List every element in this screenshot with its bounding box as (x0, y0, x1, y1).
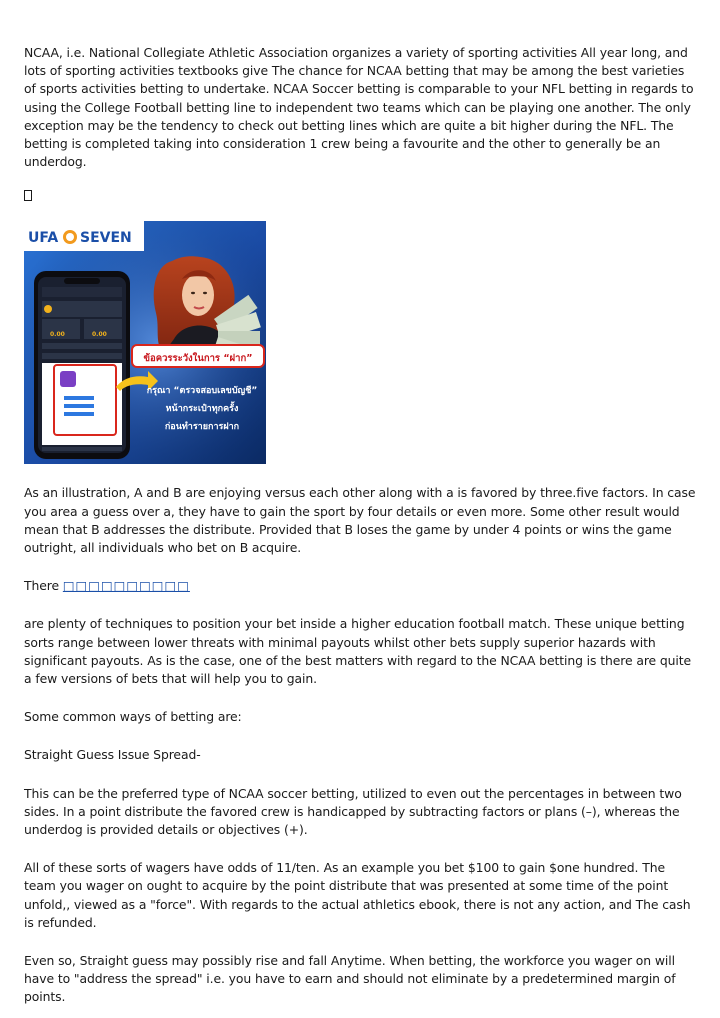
phone-mockup (34, 271, 130, 459)
paragraph-bet-techniques: are plenty of techniques to position your bet inside a higher education football match. These unique betting sorts range between lower threats with minimal payouts whilst other bets supply superior hazards with significant payouts. As is the case, one of the best matters with regard to the NCAA betting is there are quite a few versions of bets that will help you to gain. (24, 616, 692, 687)
paragraph-straight-guess-heading: Straight Guess Issue Spread- (24, 747, 201, 763)
paragraph-ncaa-intro: NCAA, i.e. National Collegiate Athletic Association organizes a variety of sporting activities All year long, and lots of sporting activities textbooks give The chance for NCAA betting that may be among the best varieties of sports activities betting to undertake. NCAA Soccer betting is comparable to your NFL betting in regards to using the College Football betting line to independent two teams which can be playing one another. The only exception may be the tendency to check out betting lines which are quite a bit higher during the NFL. The betting is completed taking into consideration 1 crew being a favourite and the other to generally be an underdog. (24, 45, 694, 170)
there-prefix: There (24, 578, 63, 594)
paragraph-there-link (24, 577, 696, 595)
banner-line-1: กรุณา “ตรวจสอบเลขบัญชี” (146, 386, 258, 397)
banner-headline: ข้อควรระวังในการ “ฝาก” (143, 353, 253, 365)
paragraph-example-spread: As an illustration, A and B are enjoying versus each other along with a is favored by three.five factors. In case you area a guess over a, they have to gain the sport by four details or even more. Some other result would mean that B addresses the distribute. Provided that B loses the game by under 4 points or wins the game outright, all individuals who bet on B acquire. (24, 485, 696, 556)
inline-link[interactable]: □□□□□□□□□□ (62, 578, 190, 594)
logo-seven-text: SEVEN (80, 230, 132, 247)
paragraph-point-spread: This can be the preferred type of NCAA soccer betting, utilized to even out the percentages in between two sides. In a point distribute the favored crew is handicapped by subtracting factors or plans (–), whereas the underdog is provided details or objectives (+). (24, 785, 682, 838)
paragraph-common-ways: Some common ways of betting are: (24, 709, 242, 725)
paragraph-odds: All of these sorts of wagers have odds of 11/ten. As an example you bet $100 to gain $one hundred. The team you wager on ought to acquire by the point distribute that was presented at some time of the point unfold,, viewed as a "force". With regards to the actual athletics ebook, there is not any action, and The cash is refunded. (24, 860, 691, 930)
banner-line-3: ก่อนทำรายการฝาก (164, 422, 240, 433)
phone-amount-2: 0.00 (92, 331, 107, 339)
promo-banner-image (24, 221, 266, 464)
phone-amount-1: 0.00 (50, 331, 65, 339)
promo-banner-svg (24, 221, 266, 464)
article-body (24, 44, 696, 1007)
paragraph-address-spread: Even so, Straight guess may possibly rise and fall Anytime. When betting, the workforce you wager on will have to "address the spread" i.e. you have to earn and should not eliminate by a predetermined margin of points. (24, 953, 676, 1005)
banner-line-2: หน้ากระเป๋าทุกครั้ง (165, 404, 239, 415)
logo-ufa-text: UFA (28, 230, 59, 247)
missing-glyph-icon (24, 190, 32, 201)
missing-glyph-line (24, 189, 696, 207)
